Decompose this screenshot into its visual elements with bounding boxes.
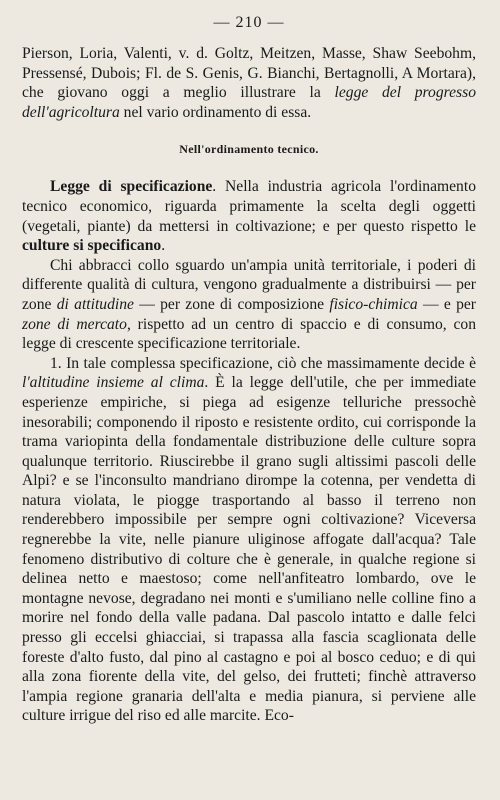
page-number: — 210 — [213, 14, 285, 31]
paragraph-3-text-2: . È la legge dell'utile, che per immediate esperienze empiriche, si piega ad esigenze telluriche pressochè inesorabili; componendo il riposto e resistente ordito, cui corrisponde la trama variopinta della fondamentale distribuzione delle culture sopra qualunque territorio. Riuscirebbe il grano sugli altissimi pascoli delle Alpi? e se l'inconsulto mandriano dirompe la cotenna, per vendetta di natura violata, le piogge trasportando al basso il terreno non renderebbero impossibile per sempre ogni coltivazione? Viceversa regnerebbe la vite, nelle pianure uliginose affogate dall'acqua? Tale fenomeno distributivo di colture che è generale, in qualche regione si delinea netto e maestoso; come nell'anfiteatro lombardo, ove le montagne nevose, degradano nei monti e s'umiliano nelle colline fino a morire nel fondo della valle padana. Dal pascolo intatto e dalle felci presso gli eccelsi ghiacciai, si trapassa alla fascia scaglionata delle foreste d'alto fusto, dal pino al castagno e poi al bosco ceduo; e di qui alla zona fiorente della vite, del gelso, dei frutteti; finchè attraverso l'ampia regione granaria dell'alta e media pianura, si perviene alle culture irrigue del riso ed alle marcite. Eco- [22, 374, 476, 725]
paragraph-altitudine [22, 354, 476, 726]
section-heading: Nell'ordinamento tecnico. [179, 142, 319, 157]
paragraph-specificazione [22, 177, 476, 255]
paragraph-2-text-4: , rispetto ad un centro di spaccio e di consumo, con legge di crescente specificazione territoriale. [22, 315, 477, 353]
paragraph-3-text-1: 1. In tale complessa specificazione, ciò che massimamente decide è [50, 354, 476, 372]
paragraph-2-text-1: Chi abbracci collo sguardo un'ampia unità territoriale, i poderi di differente qualità di cultura, vengono gradualmente a distribuirsi — per zone [22, 256, 476, 313]
opening-text-end: nel vario ordinamento di essa. [119, 103, 312, 121]
opening-italic: legge del progresso dell'agricoltura [22, 84, 476, 121]
paragraph-2-text-3: — e per [417, 295, 476, 313]
paragraph-2-italic-2: fisico-chimica [329, 295, 418, 313]
paragraph-zone [22, 256, 476, 354]
opening-paragraph [22, 44, 476, 122]
paragraph-1-lead: Legge di specificazione [50, 178, 213, 196]
opening-text: Pierson, Loria, Valenti, v. d. Goltz, Meitzen, Masse, Shaw Seebohm, Pressensé, Dubois; Fl. de S. Genis, G. Bianchi, Bertagnolli, A Mortara), che giovano oggi a meglio illustrare la [22, 45, 476, 102]
paragraph-3-italic-1: l'altitudine insieme al clima [22, 374, 205, 392]
paragraph-1-text: . Nella industria agricola l'ordinamento tecnico economico, riguarda primamente la scelta degli oggetti (vegetali, piante) da mettersi in coltivazione; e per questo rispetto le [22, 178, 476, 235]
paragraph-2-text-2: — per zone di composizione [133, 295, 330, 313]
paragraph-2-italic-1: di attitudine [56, 295, 134, 313]
paragraph-2-italic-3: zone di mercato [22, 315, 127, 333]
paragraph-1-bold-end: culture si specificano [22, 237, 162, 255]
paragraph-1-text-end: . [161, 237, 166, 255]
